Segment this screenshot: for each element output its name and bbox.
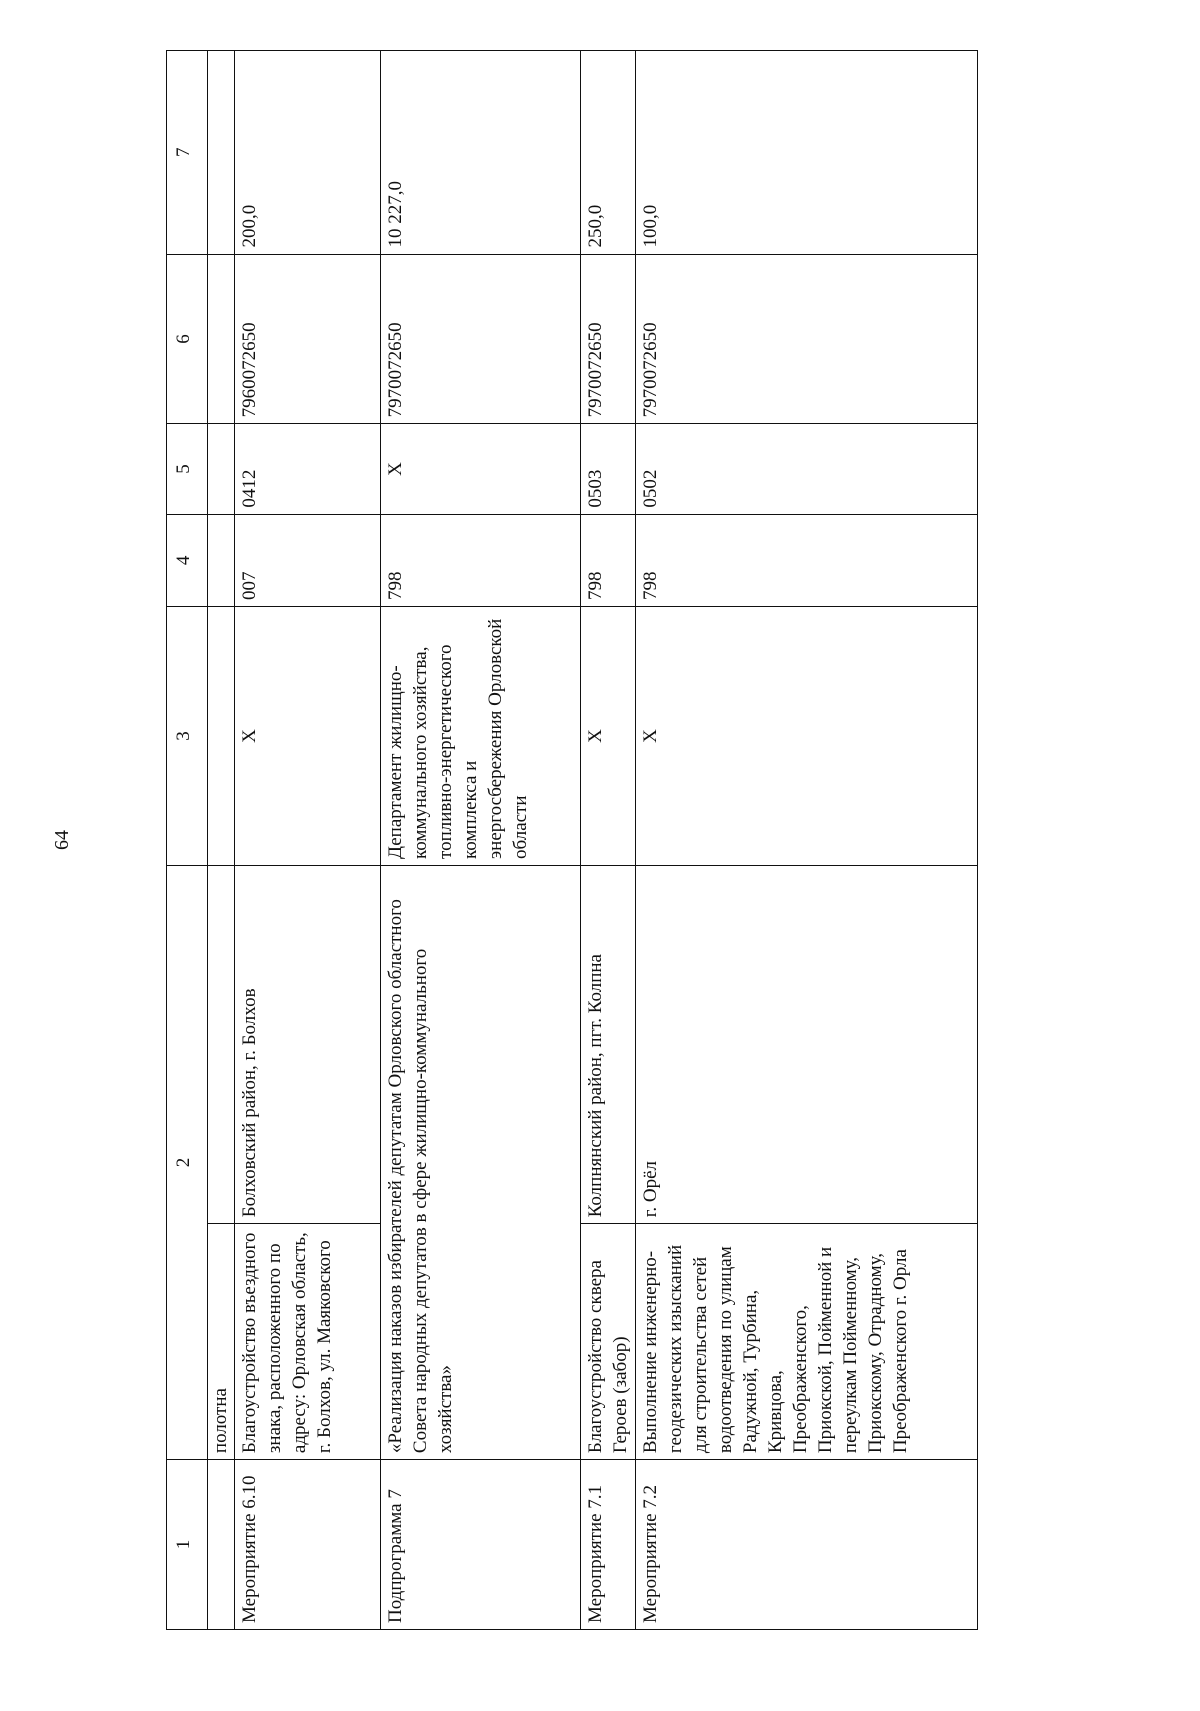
page-number: 64 [51, 830, 73, 850]
table-row [235, 51, 381, 1630]
cell-code-4: 007 [235, 514, 381, 606]
table-row [581, 51, 636, 1630]
cell-code-6: 7970072650 [581, 254, 636, 424]
cell-code-5: 0502 [636, 424, 978, 514]
cont-cell-2b [208, 865, 235, 1223]
cell-amount: 200,0 [235, 51, 381, 255]
header-row [167, 51, 208, 1630]
cell-code-5: 0412 [235, 424, 381, 514]
header-col-3: 3 [167, 607, 208, 866]
cell-activity-code: Мероприятие 7.1 [581, 1460, 636, 1630]
cell-activity-code: Мероприятие 7.2 [636, 1460, 978, 1630]
cont-cell-6 [208, 254, 235, 424]
cell-activity-code: Мероприятие 6.10 [235, 1460, 381, 1630]
cell-executor: Х [581, 607, 636, 866]
cell-code-6: 7970072650 [636, 254, 978, 424]
cell-code-5: 0503 [581, 424, 636, 514]
cell-location: г. Орёл [636, 865, 978, 1223]
header-col-5: 5 [167, 424, 208, 514]
cell-executor: Х [235, 607, 381, 866]
cell-amount: 10 227,0 [381, 51, 581, 255]
cell-code-6: 7970072650 [381, 254, 581, 424]
cont-cell-2a: полотна [208, 1224, 235, 1460]
header-col-1: 1 [167, 1460, 208, 1630]
cell-amount: 100,0 [636, 51, 978, 255]
table-row [381, 51, 581, 1630]
table-row-continuation [208, 51, 235, 1630]
cell-code-4: 798 [581, 514, 636, 606]
cell-activity-description: Благоустройство въездного знака, расположенного по адресу: Орловская область, г. Болхов, ул. Маяковского [235, 1224, 381, 1460]
table-row [636, 51, 978, 1630]
cell-amount: 250,0 [581, 51, 636, 255]
budget-table [166, 50, 978, 1630]
cell-location: Болховский район, г. Болхов [235, 865, 381, 1223]
cell-code-4: 798 [636, 514, 978, 606]
cont-cell-7 [208, 51, 235, 255]
header-col-2: 2 [167, 865, 208, 1459]
cell-activity-description: Благоустройство сквера Героев (забор) [581, 1224, 636, 1460]
cell-code-5: Х [381, 424, 581, 514]
cell-activity-description: Выполнение инженерно-геодезических изысканий для строительства сетей водоотведения по улицам Радужной, Турбина, Кривцова, Преображенского, Приокской, Пойменной и переулкам Пойменному, Приокскому, Отрадному, Преображенского г. Орла [636, 1224, 978, 1460]
header-col-4: 4 [167, 514, 208, 606]
cell-executor: Х [636, 607, 978, 866]
header-col-6: 6 [167, 254, 208, 424]
rotated-table-wrapper [166, 50, 1056, 1630]
cont-cell-4 [208, 514, 235, 606]
cell-executor: Департамент жилищно-коммунального хозяйства, топливно-энергетического комплекса и энергосбережения Орловской области [381, 607, 581, 866]
cell-code-6: 7960072650 [235, 254, 381, 424]
cont-cell-3 [208, 607, 235, 866]
cell-location: Колпнянский район, пгт. Колпна [581, 865, 636, 1223]
cont-cell-5 [208, 424, 235, 514]
header-col-7: 7 [167, 51, 208, 255]
cell-subprogram-title: «Реализация наказов избирателей депутатам Орловского областного Совета народных депутатов в сфере жилищно-коммунального хозяйства» [381, 865, 581, 1459]
cell-code-4: 798 [381, 514, 581, 606]
cell-activity-code: Подпрограмма 7 [381, 1460, 581, 1630]
cont-cell-1 [208, 1460, 235, 1630]
